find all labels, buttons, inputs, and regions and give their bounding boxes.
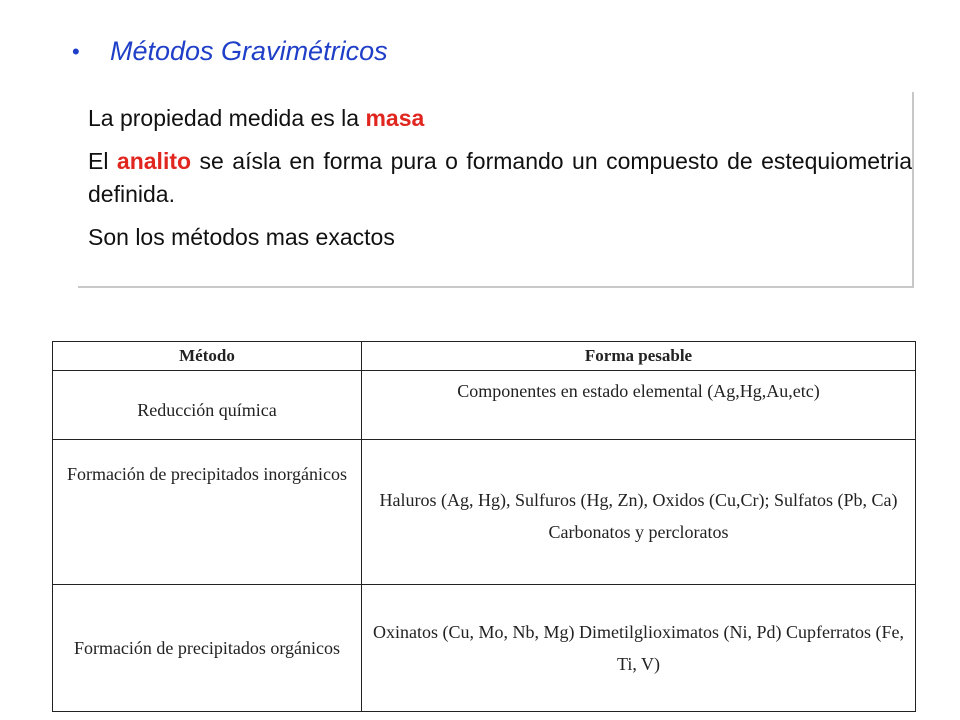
accuracy-line: Son los métodos mas exactos: [88, 224, 395, 250]
form-text: Componentes en estado elemental (Ag,Hg,Au,etc): [457, 381, 820, 401]
form-cell: [362, 585, 916, 712]
mass-highlight: masa: [365, 105, 425, 131]
section-title: Métodos Gravimétricos: [110, 36, 388, 66]
table-row: [53, 371, 916, 440]
bullet-icon: •: [72, 38, 80, 64]
form-text: Oxinatos (Cu, Mo, Nb, Mg) Dimetilglioximatos (Ni, Pd) Cupferratos (Fe, Ti, V): [373, 622, 904, 674]
table-row: [53, 440, 916, 585]
analyte-prefix: El: [88, 148, 117, 174]
form-text: Haluros (Ag, Hg), Sulfuros (Hg, Zn), Oxidos (Cu,Cr); Sulfatos (Pb, Ca) Carbonatos y percloratos: [379, 490, 898, 542]
table-row: [53, 585, 916, 712]
header-weighable-form: Forma pesable: [362, 342, 916, 371]
section-heading: [72, 36, 388, 67]
method-text: Formación de precipitados orgánicos: [73, 638, 341, 658]
form-cell: [362, 440, 916, 585]
method-text: Formación de precipitados inorgánicos: [66, 464, 348, 484]
method-cell: [53, 440, 362, 585]
definition-box: [78, 92, 914, 288]
property-text: La propiedad medida es la: [88, 105, 366, 131]
method-cell: [53, 585, 362, 712]
method-cell: [53, 371, 362, 440]
method-text: Reducción química: [137, 400, 277, 420]
analyte-highlight: analito: [116, 148, 192, 174]
table-header-row: [53, 342, 916, 371]
form-cell: [362, 371, 916, 440]
header-method: Método: [53, 342, 362, 371]
analyte-line: [88, 145, 912, 211]
methods-table: [52, 341, 916, 712]
analyte-suffix: se aísla en forma pura o formando un compuesto de estequiometria definida.: [88, 148, 912, 207]
property-line: [88, 102, 912, 135]
